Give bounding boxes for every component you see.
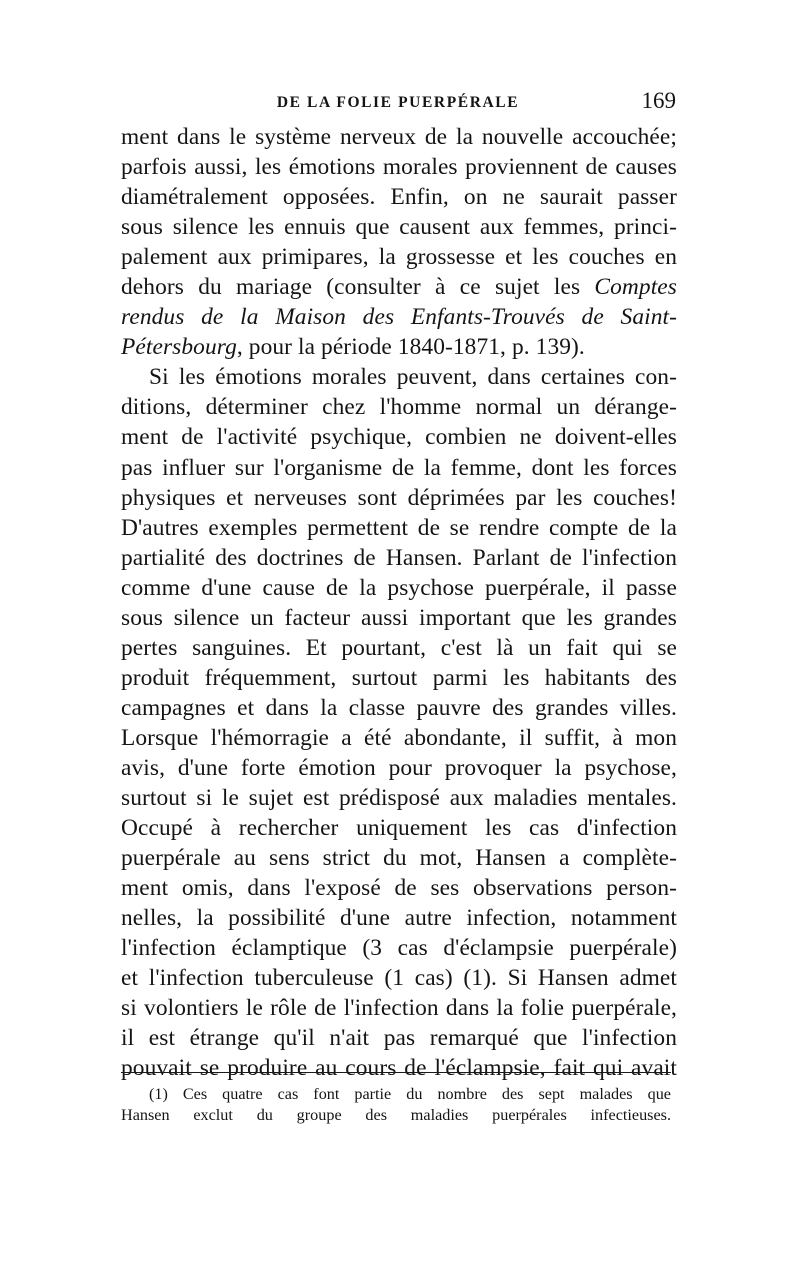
footnote-rule [121, 1072, 671, 1073]
text-line [121, 302, 677, 332]
main-text [121, 122, 677, 1084]
italic-title: Comptes [594, 274, 677, 301]
italic-title: Pétersbourg [121, 334, 237, 361]
text-line: ment dans le système nerveux de la nouvelle accouchée; [121, 124, 677, 150]
text-line: pouvait se produire au cours de l'éclampsie, fait qui avait [121, 1055, 677, 1082]
text-line: il est étrange qu'il n'ait pas remarqué que l'infection [121, 1025, 677, 1052]
text-line: diamétralement opposées. Enfin, on ne saurait passer [121, 184, 677, 211]
running-title: DE LA FOLIE PUERPÉRALE [276, 94, 520, 111]
text-line: si volontiers le rôle de l'infection dans la folie puerpérale, [121, 995, 677, 1022]
text-line: Lorsque l'hémorragie a été abondante, il suffit, à mon [121, 724, 677, 751]
text-line: physiques et nerveuses sont déprimées par les couches! [121, 484, 677, 511]
text-line: sous silence les ennuis que causent aux femmes, princi- [121, 214, 677, 241]
page-header [120, 88, 676, 118]
text-line: dehors du mariage (consulter à ce sujet les Comptes [121, 274, 677, 301]
text-line: l'infection éclamptique (3 cas d'éclampsie puerpérale) [121, 935, 677, 962]
text-line: puerpérale au sens strict du mot, Hansen a complète- [121, 845, 677, 872]
text-line: D'autres exemples permettent de se rendre compte de la [121, 514, 677, 541]
footnote-line: (1) Ces quatre cas font partie du nombre des sept malades que [149, 1085, 671, 1103]
text-line: comme d'une cause de la psychose puerpérale, il passe [121, 574, 677, 601]
text-line: pas influer sur l'organisme de la femme, dont les forces [121, 454, 677, 481]
text-line: produit fréquemment, surtout parmi les habitants des [121, 664, 677, 691]
footnote [121, 1084, 671, 1126]
italic-title: rendus de la Maison des Enfants-Trouvés de Saint- [121, 304, 677, 331]
text-line: campagnes et dans la classe pauvre des grandes villes. [121, 694, 677, 721]
text-line: nelles, la possibilité d'une autre infection, notamment [121, 905, 677, 932]
text-line: pertes sanguines. Et pourtant, c'est là un fait qui se [121, 634, 677, 661]
text-line: avis, d'une forte émotion pour provoquer la psychose, [121, 754, 677, 781]
text-line: Occupé à rechercher uniquement les cas d'infection [121, 815, 677, 842]
page-number: 169 [641, 88, 676, 113]
text-line: ment de l'activité psychique, combien ne doivent-elles [121, 424, 677, 451]
text-line: ditions, déterminer chez l'homme normal un dérange- [121, 394, 677, 421]
footnote-line: Hansen exclut du groupe des maladies puerpérales infectieuses. [121, 1106, 671, 1124]
text-line: partialité des doctrines de Hansen. Parlant de l'infection [121, 544, 677, 571]
paragraph-first-line: Si les émotions morales peuvent, dans certaines con- [149, 364, 677, 391]
text-line: ment omis, dans l'exposé de ses observations person- [121, 875, 677, 902]
text-line: et l'infection tuberculeuse (1 cas) (1). Si Hansen admet [121, 965, 677, 992]
text-line: parfois aussi, les émotions morales proviennent de causes [121, 154, 677, 181]
text-line: surtout si le sujet est prédisposé aux maladies mentales. [121, 785, 677, 812]
text-line: sous silence un facteur aussi important que les grandes [121, 604, 677, 631]
text-line: palement aux primipares, la grossesse et les couches en [121, 244, 677, 271]
text-line: Pétersbourg, pour la période 1840-1871, p. 139). [121, 334, 585, 361]
